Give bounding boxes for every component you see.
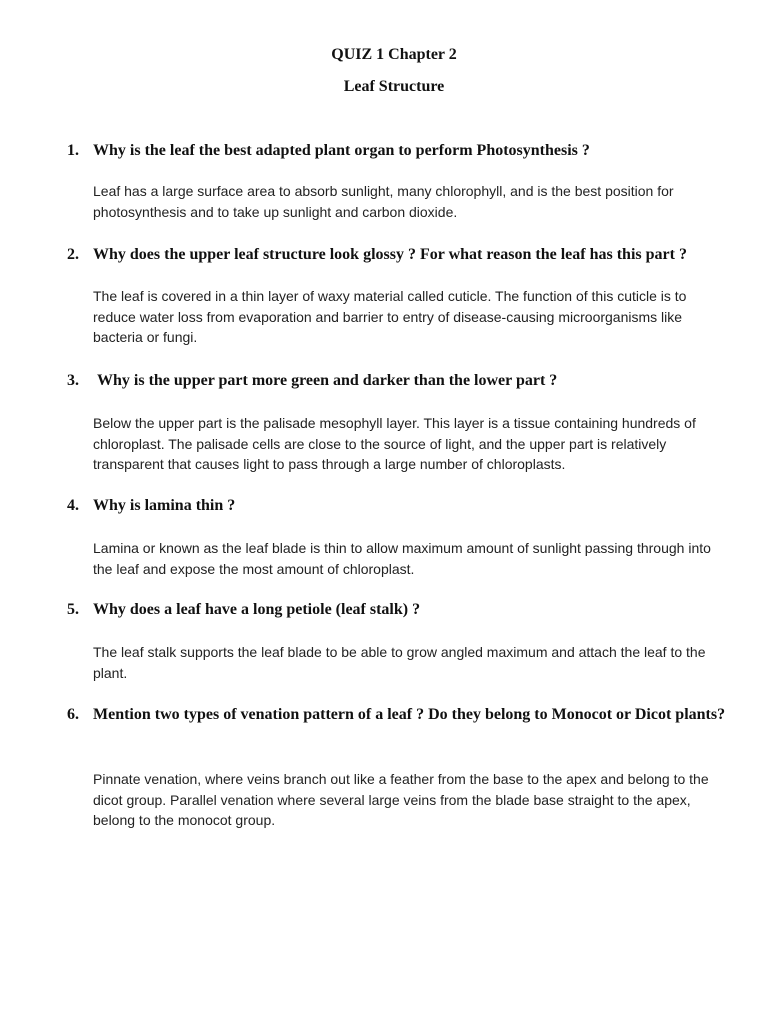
question-text: Why is the upper part more green and darker than the lower part ?: [97, 372, 558, 389]
answer-text: Below the upper part is the palisade mesophyll layer. This layer is a tissue containing hundreds of chloroplast. The palisade cells are close to the source of light, and the upper part is relatively transparent that causes light to pass through a large number of chloroplasts.: [93, 415, 696, 472]
answer-text: Pinnate venation, where veins branch out like a feather from the base to the apex and belong to the dicot group. Parallel venation where several large veins from the blade base straight to the apex, belong to the monocot group.: [93, 771, 709, 828]
question-number: 4.: [67, 497, 79, 514]
answer-text: The leaf stalk supports the leaf blade to be able to grow angled maximum and attach the leaf to the plant.: [93, 644, 706, 681]
answer-text: Leaf has a large surface area to absorb sunlight, many chlorophyll, and is the best position for photosynthesis and to take up sunlight and carbon dioxide.: [93, 183, 674, 220]
answer-text: The leaf is covered in a thin layer of waxy material called cuticle. The function of this cuticle is to reduce water loss from evaporation and barrier to entry of disease-causing microorganisms like bacteria or fungi.: [93, 288, 687, 345]
question-number: 1.: [67, 142, 79, 159]
question-text: Mention two types of venation pattern of a leaf ? Do they belong to Monocot or Dicot plants?: [93, 706, 726, 723]
question-number: 6.: [67, 706, 79, 723]
question-text: Why does a leaf have a long petiole (leaf stalk) ?: [93, 601, 421, 618]
quiz-subtitle: Leaf Structure: [343, 78, 445, 95]
question-text: Why is lamina thin ?: [93, 497, 236, 514]
quiz-title: QUIZ 1 Chapter 2: [331, 46, 457, 63]
question-number: 5.: [67, 601, 79, 618]
question-number: 2.: [67, 246, 79, 263]
question-text: Why is the leaf the best adapted plant organ to perform Photosynthesis ?: [93, 142, 590, 159]
question-number: 3.: [67, 372, 79, 389]
question-text: Why does the upper leaf structure look glossy ? For what reason the leaf has this part ?: [93, 246, 687, 263]
answer-text: Lamina or known as the leaf blade is thin to allow maximum amount of sunlight passing through into the leaf and expose the most amount of chloroplast.: [93, 540, 711, 577]
